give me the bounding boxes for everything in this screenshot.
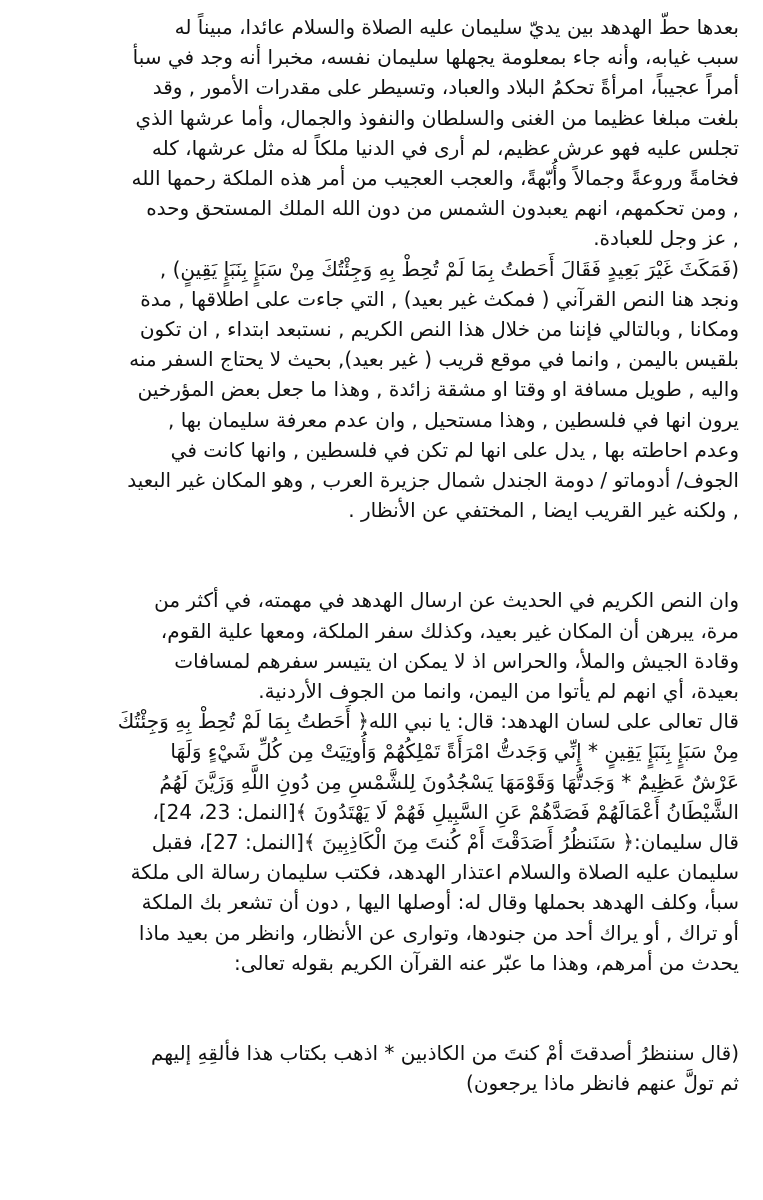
text-line: بعيدة، أي انهم لم يأتوا من اليمن، وانما من الجوف الأردنية. [258,679,739,704]
paragraph-1 [30,12,739,525]
quran-verse-line: الشَّيْطَانُ أَعْمَالَهُمْ فَصَدَّهُمْ عَنِ السَّبِيلِ فَهُمْ لَا يَهْتَدُونَ ﴾[النمل: 23، 24]، [152,799,739,824]
paragraph-3 [30,1038,739,1098]
text-line: تجلس عليه فهو عرش عظيم، لم أرى في الدنيا ملكاً له مثل عرشها، كله [151,135,739,160]
quran-verse-line: قال تعالى على لسان الهدهد: قال: يا نبي الله﴿ أَحَطتُ بِمَا لَمْ تُحِطْ بِهِ وَجِئْتُكَ [117,709,739,734]
text-line: , عز وجل للعبادة. [593,226,739,251]
text-line: سبأ، وكلف الهدهد بحملها وقال له: أوصلها اليها , دون أن تشعر بك الملكة [141,890,739,915]
quote-line: ثم تولَّ عنهم فانظر ماذا يرجعون) [466,1071,739,1096]
quran-verse-line: مِنْ سَبَإٍ بِنَبَإٍ يَقِينٍ * إِنِّي وَجَدتُّ امْرَأَةً تَمْلِكُهُمْ وَأُوتِيَتْ مِن كُلِّ شَيْءٍ وَلَهَا [170,739,739,764]
text-line: ونجد هنا النص القرآني ( فمكث غير بعيد) , التي جاءت على اطلاقها , مدة [140,286,739,311]
paragraph-spacer [30,978,739,1038]
text-line: فخامةً وروعةً وجمالاً وأُبّهةً، والعجب العجيب من أمر هذه الملكة رحمها الله [131,166,739,191]
text-line: واليه , طويل مسافة او وقتا او مشقة زائدة , وهذا ما جعل بعض المؤرخين [137,377,739,402]
text-line: أمراً عجيباً، امرأةً تحكمُ البلاد والعباد، وتسيطر على مقدرات الأمور , وقد [152,75,739,100]
text-line: يحدث من أمرهم، وهذا ما عبّر عنه القرآن الكريم بقوله تعالى: [234,950,739,975]
text-line: , ولكنه غير القريب ايضا , المختفي عن الأنظار . [348,498,739,523]
paragraph-spacer [30,525,739,585]
quran-verse-line: (فَمَكَثَ غَيْرَ بَعِيدٍ فَقَالَ أَحَطتُ بِمَا لَمْ تُحِطْ بِهِ وَجِئْتُكَ مِنْ سَبَإٍ بِنَبَإٍ يَقِينٍ) , [159,256,739,281]
quran-verse-line: عَرْشٌ عَظِيمٌ * وَجَدتُّهَا وَقَوْمَهَا يَسْجُدُونَ لِلشَّمْسِ مِن دُونِ اللَّهِ وَزَيَّنَ لَهُمُ [159,769,739,794]
quran-verse-line: قال سليمان:﴿ سَنَنظُرُ أَصَدَقْتَ أَمْ كُنتَ مِنَ الْكَاذِبِينَ ﴾[النمل: 27]، فقبل [151,830,739,855]
text-line: سليمان عليه الصلاة والسلام اعتذار الهدهد، فكتب سليمان رسالة الى ملكة [130,860,739,885]
text-line: يرون انها في فلسطين , وهذا مستحيل , وان عدم معرفة سليمان بها , [168,407,739,432]
text-line: وقادة الجيش والملأ، والحراس اذ لا يمكن ان يتيسر سفرهم لمسافات [174,648,739,673]
text-line: ومكانا , وبالتالي فإننا من خلال هذا النص الكريم , نستبعد ابتداء , ان تكون [139,317,739,342]
text-line: الجوف/ أدوماتو / دومة الجندل شمال جزيرة العرب , وهو المكان غير البعيد [127,468,739,493]
text-line: , ومن تحكمهم، انهم يعبدون الشمس من دون الله الملك المستحق وحده [146,196,739,221]
text-line: وان النص الكريم في الحديث عن ارسال الهدهد في مهمته، في أكثر من [154,588,739,613]
text-line: أو تراك , أو يراك أحد من جنودها، وتوارى عن الأنظار، وانظر من بعيد ماذا [138,920,739,945]
text-line: وعدم احاطته بها , يدل على انها لم تكن في فلسطين , وانها كانت في [170,437,739,462]
text-line: سبب غيابه، وأنه جاء بمعلومة يجهلها سليمان نفسه، مخبرا أنه وجد في سبأ [132,45,739,70]
text-line: مرة، يبرهن أن المكان غير بعيد، وكذلك سفر الملكة، ومعها علية القوم، [160,618,739,643]
text-line: بلغت مبلغا عظيما من الغنى والسلطان والنفوذ والجمال، وأما عرشها الذي [135,105,739,130]
text-line: بعدها حطّ الهدهد بين يديّ سليمان عليه الصلاة والسلام عائدا، مبيناً له [174,15,739,39]
quote-line: (قال سننظرُ أصدقتَ أمْ كنتَ من الكاذبين * اذهب بكتاب هذا فألقِهِ إليهم [151,1041,739,1066]
paragraph-2 [30,585,739,978]
text-line: بلقيس باليمن , وانما في موقع قريب ( غير بعيد), بحيث لا يحتاج السفر منه [129,347,739,372]
